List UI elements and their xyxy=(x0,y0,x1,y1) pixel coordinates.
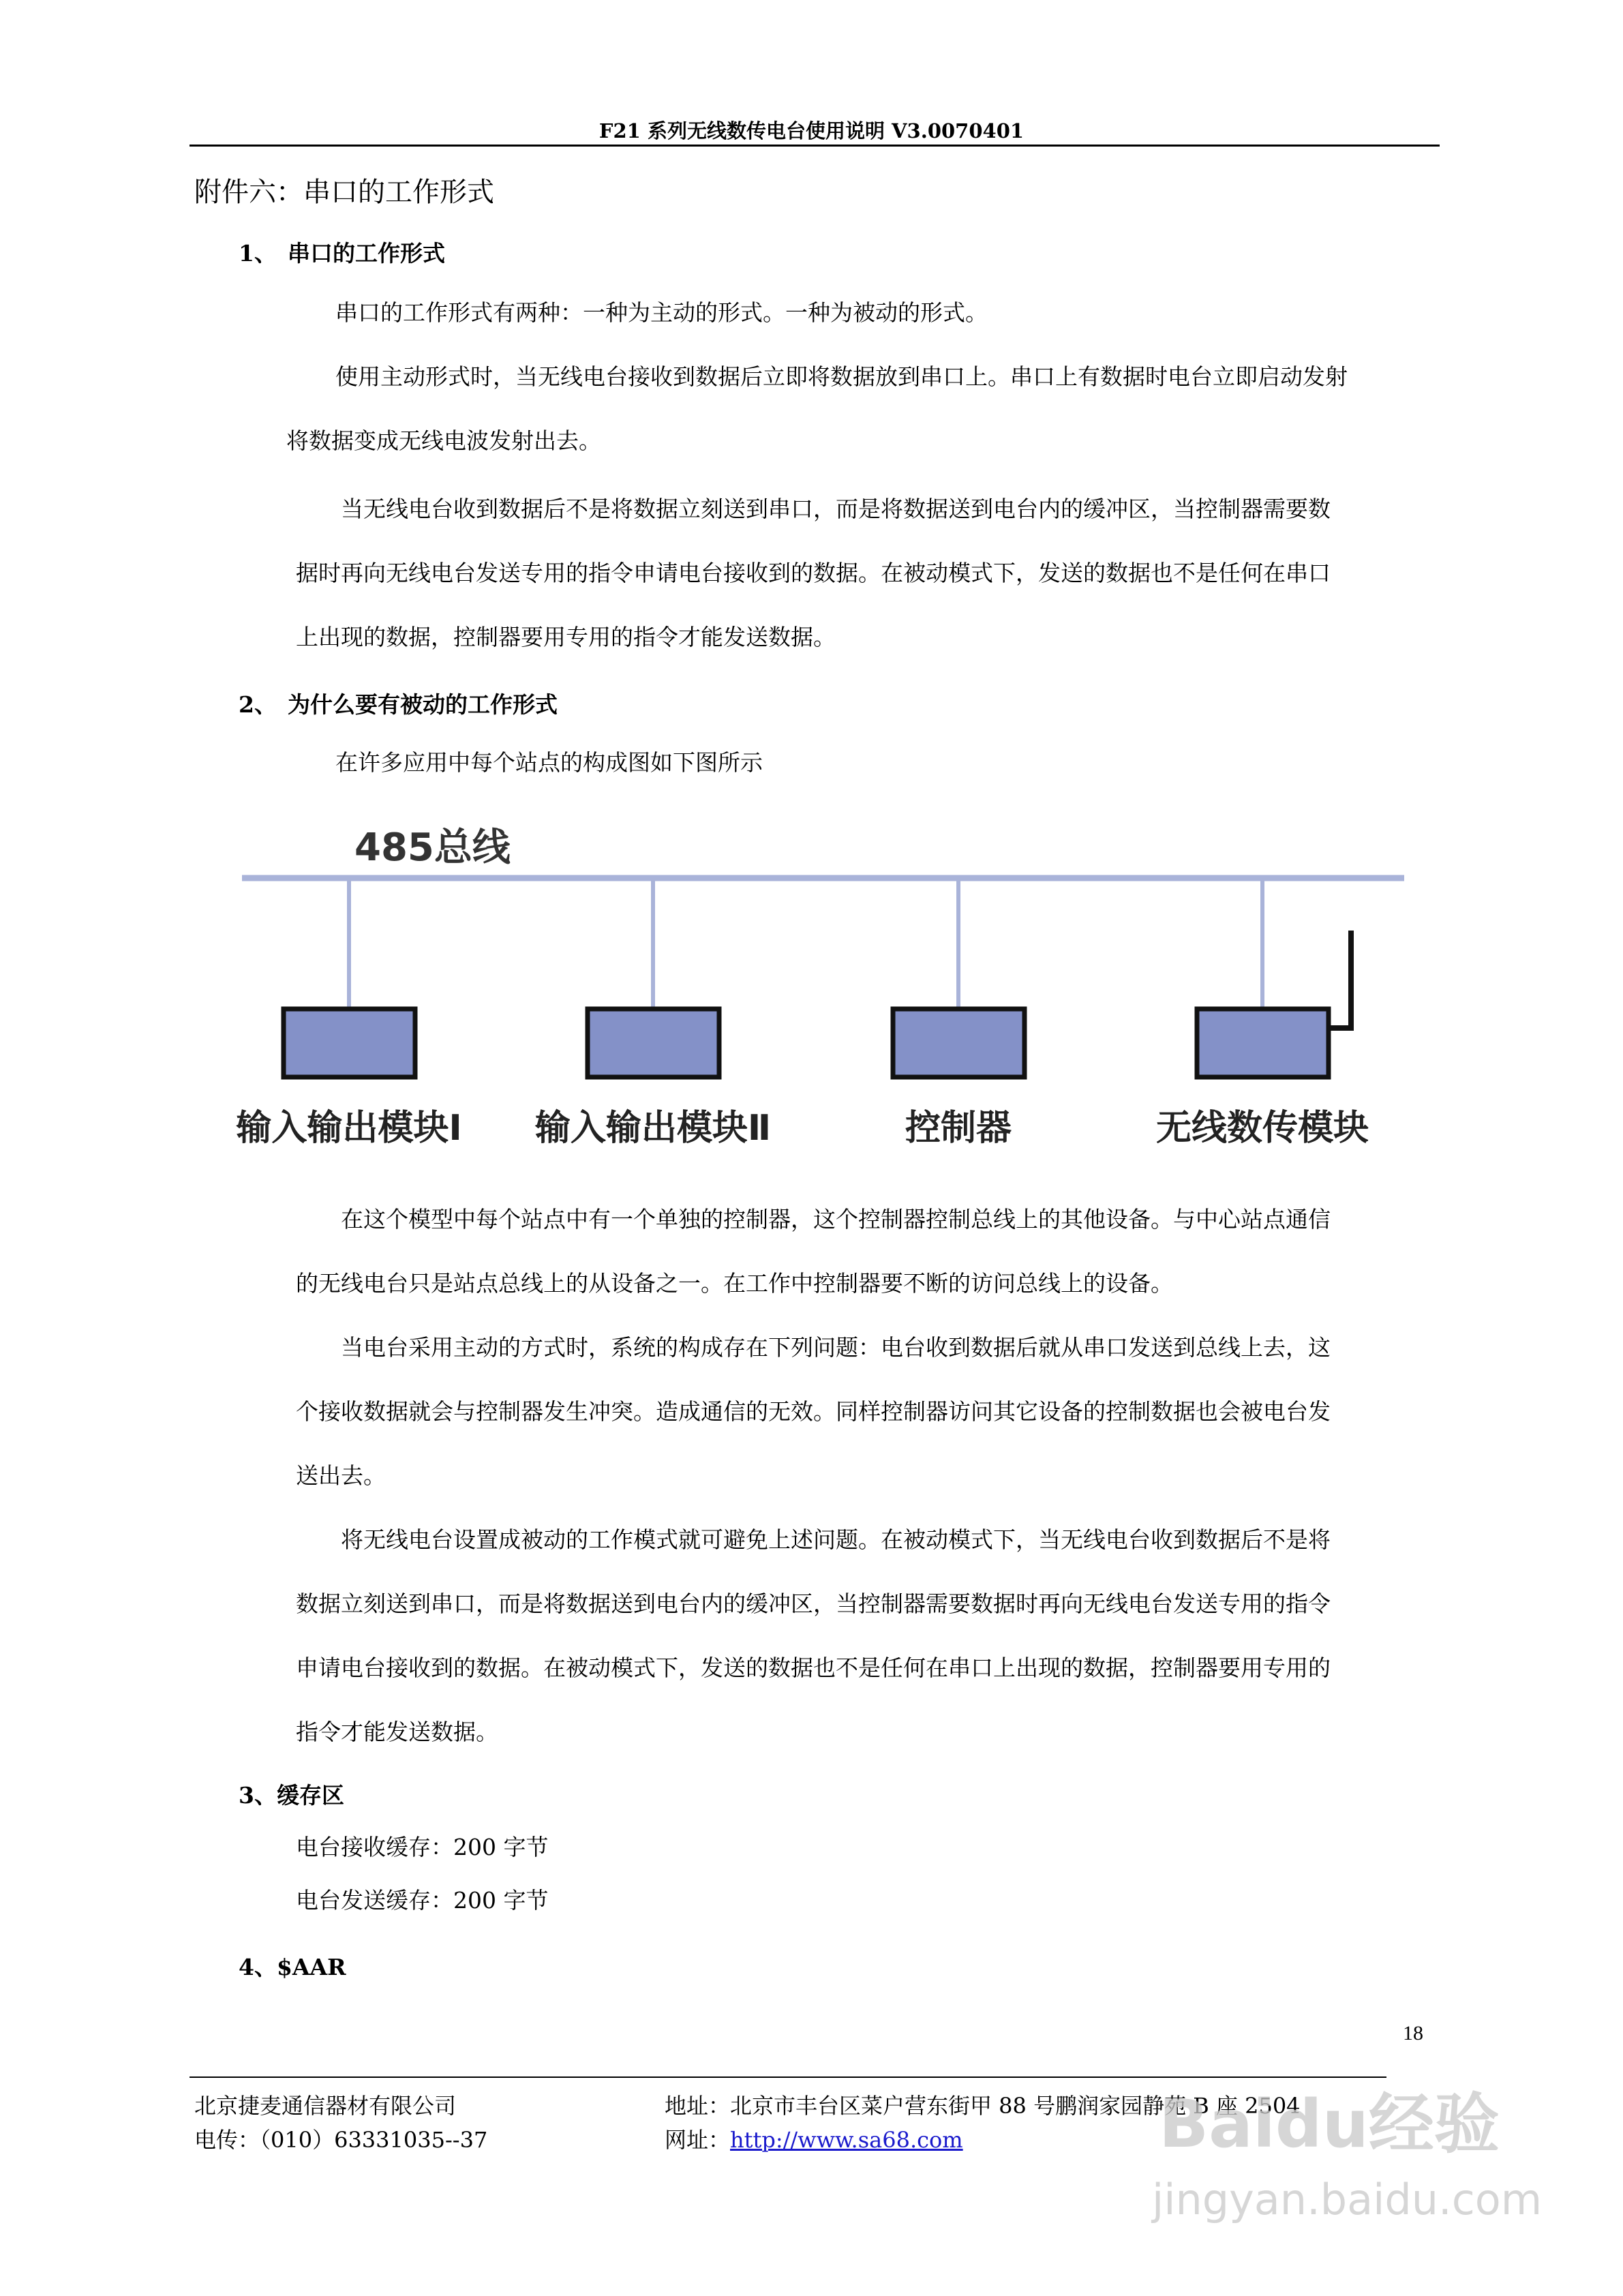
tx-buffer-line: 电台发送缓存：200 字节 xyxy=(296,1887,549,1914)
section2-title: 为什么要有被动的工作形式 xyxy=(288,691,558,718)
module-label-io1: 输入输出模块Ⅰ xyxy=(236,1108,462,1149)
text-line: 在这个模型中每个站点中有一个单独的控制器，这个控制器控制总线上的其他设备。与中心站点通信 xyxy=(341,1206,1331,1233)
text-line: 个接收数据就会与控制器发生冲突。造成通信的无效。同样控制器访问其它设备的控制数据也会被电台发 xyxy=(296,1398,1331,1425)
text-line: 指令才能发送数据。 xyxy=(296,1719,498,1745)
text-line: 在许多应用中每个站点的构成图如下图所示 xyxy=(335,749,763,776)
section1-title: 串口的工作形式 xyxy=(288,240,445,267)
text-line: 送出去。 xyxy=(296,1462,386,1489)
footer-phone: 电传：（010）63331035--37 xyxy=(194,2127,488,2153)
module-box-io2 xyxy=(588,1009,719,1077)
text-line: 将无线电台设置成被动的工作模式就可避免上述问题。在被动模式下，当无线电台收到数据后不是将 xyxy=(341,1526,1331,1553)
page-number: 18 xyxy=(1403,2022,1423,2044)
text-line: 当电台采用主动的方式时，系统的构成存在下列问题：电台收到数据后就从串口发送到总线上去，这 xyxy=(341,1334,1331,1361)
appendix-title: 附件六：串口的工作形式 xyxy=(194,177,494,208)
text-line: 将数据变成无线电波发射出去。 xyxy=(286,427,601,454)
document-header-title: F21 系列无线数传电台使用说明 V3.0070401 xyxy=(598,119,1025,142)
footer-website xyxy=(665,2123,963,2154)
text-line: 上出现的数据，控制器要用专用的指令才能发送数据。 xyxy=(296,624,836,650)
module-label-wireless: 无线数传模块 xyxy=(1155,1108,1369,1149)
section3-heading: 3、缓存区 xyxy=(239,1782,344,1809)
text-line: 当无线电台收到数据后不是将数据立刻送到串口，而是将数据送到电台内的缓冲区，当控制器需要数 xyxy=(341,496,1331,522)
module-box-wireless xyxy=(1197,1009,1329,1077)
module-box-io1 xyxy=(284,1009,415,1077)
module-box-controller xyxy=(893,1009,1025,1077)
text-line: 数据立刻送到串口，而是将数据送到电台内的缓冲区，当控制器需要数据时再向无线电台发送专用的指令 xyxy=(296,1590,1331,1617)
bus-label: 485总线 xyxy=(354,826,511,870)
text-line: 使用主动形式时，当无线电台接收到数据后立即将数据放到串口上。串口上有数据时电台立即启动发射 xyxy=(335,363,1348,390)
section1-number: 1、 xyxy=(239,240,277,267)
rx-buffer-line: 电台接收缓存：200 字节 xyxy=(296,1834,549,1860)
footer-address: 地址：北京市丰台区菜户营东街甲 88 号鹏润家园静苑 B 座 2504 xyxy=(665,2093,1301,2119)
website-link[interactable]: http://www.sa68.com xyxy=(730,2127,963,2153)
text-line: 申请电台接收到的数据。在被动模式下，发送的数据也不是任何在串口上出现的数据，控制器要用专用的 xyxy=(296,1655,1331,1681)
module-label-controller: 控制器 xyxy=(905,1108,1012,1149)
module-label-io2: 输入输出模块Ⅱ xyxy=(534,1108,772,1149)
section2-number: 2、 xyxy=(239,691,277,718)
text-line: 据时再向无线电台发送专用的指令申请电台接收到的数据。在被动模式下，发送的数据也不是任何在串口 xyxy=(296,560,1331,586)
text-line: 串口的工作形式有两种：一种为主动的形式。一种为被动的形式。 xyxy=(335,299,988,326)
section2-para3 xyxy=(296,1508,1331,1764)
baidu-watermark-url: jingyan.baidu.com xyxy=(1152,2175,1543,2224)
section2-para2 xyxy=(296,1316,1331,1508)
baidu-watermark-logo: Baidu经验 xyxy=(1159,2086,1500,2162)
section4-heading: 4、$AAR xyxy=(239,1954,346,1980)
footer-website-label: 网址： xyxy=(665,2127,731,2153)
antenna-icon xyxy=(1329,931,1351,1028)
section2-para1 xyxy=(296,1188,1331,1316)
text-line: 的无线电台只是站点总线上的从设备之一。在工作中控制器要不断的访问总线上的设备。 xyxy=(296,1270,1173,1297)
footer-company: 北京捷麦通信器材有限公司 xyxy=(194,2093,457,2119)
